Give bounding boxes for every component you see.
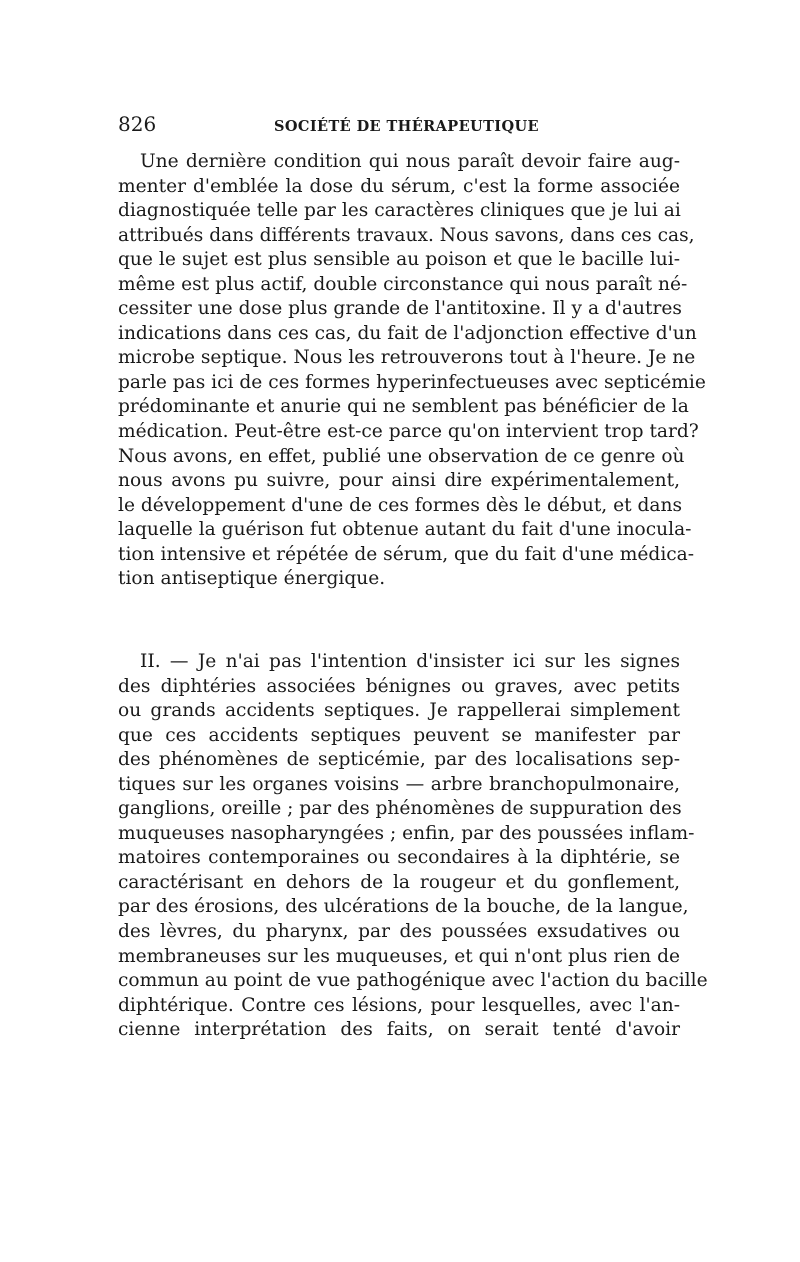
text-line: cessiter une dose plus grande de l'antitoxine. Il y a d'autres bbox=[118, 298, 682, 320]
text-line: caractérisant en dehors de la rougeur et du gonflement, bbox=[118, 871, 680, 893]
text-line: diphtérique. Contre ces lésions, pour lesquelles, avec l'an- bbox=[118, 994, 680, 1016]
text-line: des lèvres, du pharynx, par des poussées exsudatives ou bbox=[118, 921, 680, 943]
text-line: ganglions, oreille ; par des phénomènes de suppuration des bbox=[118, 798, 682, 820]
text-line: des diphtéries associées bénignes ou graves, avec petits bbox=[118, 675, 680, 697]
text-line: que le sujet est plus sensible au poison et que le bacille lui- bbox=[118, 249, 680, 271]
text-line: diagnostiquée telle par les caractères cliniques que je lui ai bbox=[118, 200, 681, 222]
text-line: attribués dans différents travaux. Nous savons, dans ces cas, bbox=[118, 224, 695, 246]
text-line: muqueuses nasopharyngées ; enfin, par des poussées inflam- bbox=[118, 822, 695, 844]
text-line: des phénomènes de septicémie, par des localisations sep- bbox=[118, 749, 680, 771]
text-line: indications dans ces cas, du fait de l'adjonction effective d'un bbox=[118, 322, 697, 344]
text-line: tion antiseptique énergique. bbox=[118, 568, 386, 590]
text-line: II. — Je n'ai pas l'intention d'insister ici sur les signes bbox=[140, 651, 680, 672]
paragraph-2 bbox=[118, 650, 708, 1043]
text-line: parle pas ici de ces formes hyperinfectueuses avec septicémie bbox=[118, 371, 706, 393]
text-line: prédominante et anurie qui ne semblent pas bénéficier de la bbox=[118, 396, 689, 418]
text-line: médication. Peut-être est-ce parce qu'on intervient trop tard? bbox=[118, 421, 699, 443]
text-line: cienne interprétation des faits, on serait tenté d'avoir bbox=[118, 1019, 680, 1041]
text-line: tiques sur les organes voisins — arbre branchopulmonaire, bbox=[118, 773, 680, 795]
text-line: nous avons pu suivre, pour ainsi dire expérimentalement, bbox=[118, 470, 680, 492]
text-line: microbe septique. Nous les retrouverons tout à l'heure. Je ne bbox=[118, 347, 696, 369]
text-line: Nous avons, en effet, publié une observation de ce genre où bbox=[118, 445, 685, 467]
text-line: laquelle la guérison fut obtenue autant du fait d'une inocula- bbox=[118, 519, 692, 541]
text-line: matoires contemporaines ou secondaires à la diphtérie, se bbox=[118, 847, 680, 869]
text-line: même est plus actif, double circonstance qui nous paraît né- bbox=[118, 273, 688, 295]
running-title: SOCIÉTÉ DE THÉRAPEUTIQUE bbox=[274, 118, 539, 135]
page-header bbox=[118, 112, 678, 142]
text-line: que ces accidents septiques peuvent se manifester par bbox=[118, 724, 680, 746]
page-number: 826 bbox=[118, 112, 157, 136]
text-line: le développement d'une de ces formes dès le début, et dans bbox=[118, 494, 683, 516]
text-line: membraneuses sur les muqueuses, et qui n'ont plus rien de bbox=[118, 945, 680, 967]
paragraph-1 bbox=[118, 150, 706, 592]
text-line: Une dernière condition qui nous paraît devoir faire aug- bbox=[140, 151, 680, 172]
text-line: par des érosions, des ulcérations de la bouche, de la langue, bbox=[118, 896, 689, 918]
text-line: ou grands accidents septiques. Je rappellerai simplement bbox=[118, 700, 680, 722]
text-line: commun au point de vue pathogénique avec l'action du bacille bbox=[118, 970, 708, 992]
text-line: menter d'emblée la dose du sérum, c'est la forme associée bbox=[118, 175, 680, 197]
text-line: tion intensive et répétée de sérum, que du fait d'une médica- bbox=[118, 543, 695, 565]
